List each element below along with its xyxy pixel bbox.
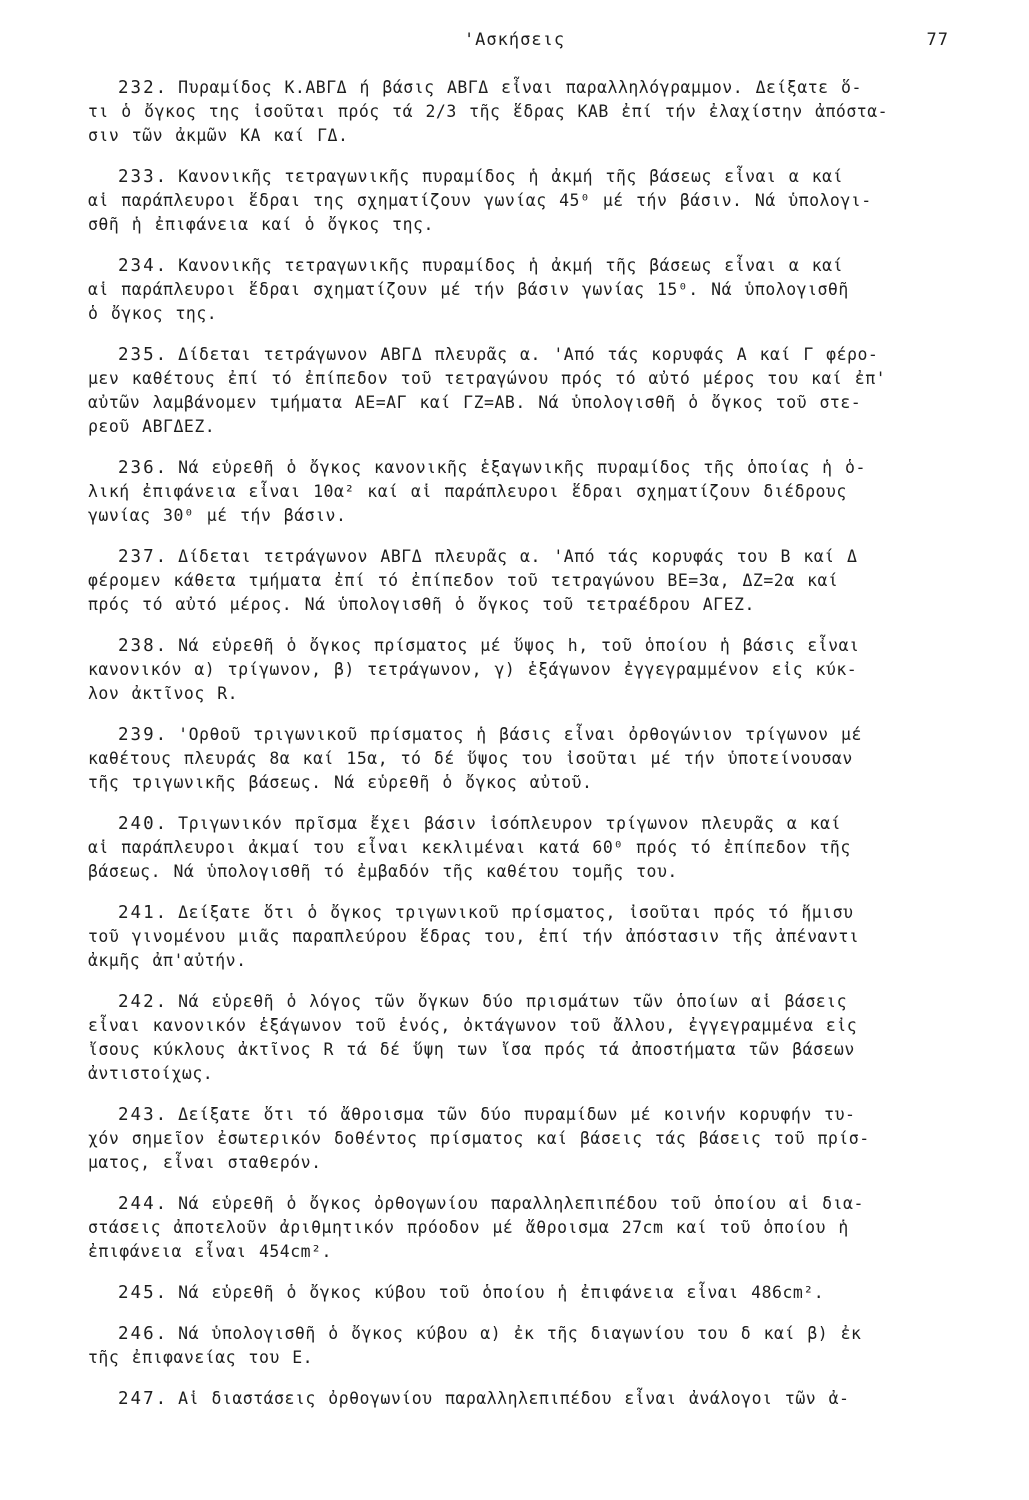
exercise-text: Νά εὑρεθῆ ὁ λόγος τῶν ὄγκων δύο πρισμάτων τῶν ὁποίων αἱ βάσεις [178,992,848,1011]
exercise-text: αὐτῶν λαμβάνομεν τμήματα ΑΕ=ΑΓ καί ΓΖ=ΑΒ. Νά ὑπολογισθῆ ὁ ὄγκος τοῦ στε- [88,393,862,412]
exercise-number: 235. [118,345,169,365]
exercise-number: 238. [118,636,169,656]
exercise-text: ἴσους κύκλους ἀκτῖνος R τά δέ ὕψη των ἴσα πρός τά ἀποστήματα τῶν βάσεων [88,1040,855,1059]
exercise-237 [88,545,954,617]
exercise-line [88,1062,954,1086]
exercise-243 [88,1103,954,1175]
exercise-number: 241. [118,903,169,923]
exercise-text: Νά εὑρεθῆ ὁ ὄγκος ὀρθογωνίου παραλληλεπιπέδου τοῦ ὁποίου αἱ δια- [178,1194,864,1213]
exercise-text: τῆς τριγωνικῆς βάσεως. Νά εὑρεθῆ ὁ ὄγκος αὐτοῦ. [88,773,593,792]
exercise-text: Δείξατε ὅτι τό ἄθροισμα τῶν δύο πυραμίδων μέ κοινήν κορυφήν τυ- [178,1105,856,1124]
exercise-line [88,1038,954,1062]
exercise-number: 232. [118,78,169,98]
exercise-first-line [118,254,954,278]
exercise-text: τῆς ἐπιφανείας του Ε. [88,1348,314,1367]
exercise-line [88,189,954,213]
exercise-line [88,1151,954,1175]
page-number: 77 [926,30,949,50]
exercise-text: λική ἐπιφάνεια εἶναι 10α² καί αἱ παράπλευροι ἕδραι σχηματίζουν διέδρους [88,482,847,501]
exercise-232 [88,76,954,148]
exercise-number: 244. [118,1194,169,1214]
exercise-text: αἱ παράπλευροι ἀκμαί του εἶναι κεκλιμέναι κατά 60⁰ πρός τό ἐπίπεδον τῆς [88,838,851,857]
exercise-line [88,504,954,528]
exercise-line [88,1216,954,1240]
exercise-text: αἱ παράπλευροι ἕδραι της σχηματίζουν γωνίας 45⁰ μέ τήν βάσιν. Νά ὑπολογι- [88,191,872,210]
exercise-number: 242. [118,992,169,1012]
exercise-text: τοῦ γινομένου μιᾶς παραπλεύρου ἕδρας του, ἐπί τήν ἀπόστασιν τῆς ἀπέναντι [88,927,860,946]
exercise-text: 'Ορθοῦ τριγωνικοῦ πρίσματος ἡ βάσις εἶναι ὀρθογώνιον τρίγωνον μέ [178,725,862,744]
exercise-text: φέρομεν κάθετα τμήματα ἐπί τό ἐπίπεδον τοῦ τετραγώνου ΒΕ=3α, ΔΖ=2α καί [88,571,839,590]
exercise-text: μεν καθέτους ἐπί τό ἐπίπεδον τοῦ τετραγώνου πρός τό αὐτό μέρος του καί ἐπ' [88,369,887,388]
exercise-text: αἱ παράπλευροι ἕδραι σχηματίζουν μέ τήν βάσιν γωνίας 15⁰. Νά ὑπολογισθῆ [88,280,849,299]
exercise-240 [88,812,954,884]
exercise-text: εἶναι κανονικόν ἑξάγωνον τοῦ ἑνός, ὀκτάγωνον τοῦ ἄλλου, ἐγγεγραμμένα εἰς [88,1016,858,1035]
running-header [0,30,1029,56]
exercise-line [88,1127,954,1151]
exercise-number: 240. [118,814,169,834]
exercise-238 [88,634,954,706]
exercise-line [88,860,954,884]
exercise-line [88,124,954,148]
exercise-text: Νά εὑρεθῆ ὁ ὄγκος κύβου τοῦ ὁποίου ἡ ἐπιφάνεια εἶναι 486cm². [178,1283,825,1302]
exercise-first-line [118,1281,954,1305]
exercise-text: ὁ ὄγκος της. [88,304,218,323]
exercise-line [88,836,954,860]
exercise-233 [88,165,954,237]
exercise-line [88,658,954,682]
exercise-text: Αἱ διαστάσεις ὀρθογωνίου παραλληλεπιπέδου εἶναι ἀνάλογοι τῶν ἀ- [178,1389,850,1408]
exercise-line [88,480,954,504]
chapter-title: 'Ασκήσεις [463,30,566,50]
exercise-number: 233. [118,167,169,187]
exercise-line [88,1346,954,1370]
exercise-line [88,1240,954,1264]
exercise-244 [88,1192,954,1264]
exercise-number: 236. [118,458,169,478]
exercise-text: καθέτους πλευράς 8α καί 15α, τό δέ ὕψος του ἰσοῦται μέ τήν ὑποτείνουσαν [88,749,853,768]
exercise-number: 234. [118,256,169,276]
exercise-text: Δείξατε ὅτι ὁ ὄγκος τριγωνικοῦ πρίσματος, ἰσοῦται πρός τό ἥμισυ [178,903,854,922]
exercise-line [88,302,954,326]
exercise-number: 237. [118,547,169,567]
exercise-239 [88,723,954,795]
exercise-text: ἐπιφάνεια εἶναι 454cm². [88,1242,332,1261]
exercise-text: στάσεις ἀποτελοῦν ἀριθμητικόν πρόοδον μέ ἄθροισμα 27cm καί τοῦ ὁποίου ἡ [88,1218,849,1237]
exercise-list [88,76,954,1428]
exercise-first-line [118,634,954,658]
exercise-first-line [118,1103,954,1127]
exercise-text: λον ἀκτῖνος R. [88,684,239,703]
exercise-first-line [118,990,954,1014]
exercise-text: σθῆ ἡ ἐπιφάνεια καί ὁ ὄγκος της. [88,215,434,234]
exercise-text: χόν σημεῖον ἐσωτερικόν δοθέντος πρίσματος καί βάσεις τάς βάσεις τοῦ πρίσ- [88,1129,870,1148]
exercise-first-line [118,456,954,480]
exercise-first-line [118,76,954,100]
exercise-first-line [118,812,954,836]
exercise-235 [88,343,954,439]
exercise-text: Κανονικῆς τετραγωνικῆς πυραμίδος ἡ ἀκμή τῆς βάσεως εἶναι α καί [178,167,844,186]
exercise-line [88,1014,954,1038]
exercise-text: Δίδεται τετράγωνον ΑΒΓΔ πλευρᾶς α. 'Από τάς κορυφάς Α καί Γ φέρο- [178,345,879,364]
exercise-first-line [118,545,954,569]
exercise-line [88,593,954,617]
exercise-text: βάσεως. Νά ὑπολογισθῆ τό ἐμβαδόν τῆς καθέτου τομῆς του. [88,862,678,881]
exercise-text: Δίδεται τετράγωνον ΑΒΓΔ πλευρᾶς α. 'Από τάς κορυφάς του Β καί Δ [178,547,858,566]
exercise-line [88,415,954,439]
exercise-text: τι ὁ ὄγκος της ἰσοῦται πρός τά 2/3 τῆς ἕδρας ΚΑΒ ἐπί τήν ἐλαχίστην ἀπόστα- [88,102,889,121]
exercise-text: Νά εὑρεθῆ ὁ ὄγκος πρίσματος μέ ὕψος h, τοῦ ὁποίου ἡ βάσις εἶναι [178,636,860,655]
exercise-text: Πυραμίδος Κ.ΑΒΓΔ ή βάσις ΑΒΓΔ εἶναι παραλληλόγραμμον. Δείξατε ὅ- [178,78,862,97]
exercise-first-line [118,1322,954,1346]
exercise-text: σιν τῶν ἀκμῶν ΚΑ καί ΓΔ. [88,126,349,145]
exercise-first-line [118,343,954,367]
exercise-line [88,925,954,949]
exercise-text: ἀντιστοίχως. [88,1064,214,1083]
exercise-234 [88,254,954,326]
exercise-line [88,391,954,415]
exercise-number: 243. [118,1105,169,1125]
exercise-247 [118,1387,954,1411]
exercise-first-line [118,1192,954,1216]
exercise-line [88,367,954,391]
exercise-text: ἀκμῆς ἀπ'αὐτήν. [88,951,247,970]
exercise-first-line [118,901,954,925]
exercise-number: 246. [118,1324,169,1344]
exercise-first-line [118,723,954,747]
exercise-246 [88,1322,954,1370]
exercise-text: κανονικόν α) τρίγωνον, β) τετράγωνον, γ) ἑξάγωνον ἐγγεγραμμένον εἰς κύκ- [88,660,858,679]
exercise-line [88,569,954,593]
exercise-236 [88,456,954,528]
exercise-242 [88,990,954,1086]
exercise-line [88,771,954,795]
exercise-line [88,747,954,771]
exercise-text: Νά ὑπολογισθῆ ὁ ὄγκος κύβου α) ἐκ τῆς διαγωνίου του δ καί β) ἐκ [178,1324,862,1343]
exercise-text: πρός τό αὐτό μέρος. Νά ὑπολογισθῆ ὁ ὄγκος τοῦ τετραέδρου ΑΓΕΖ. [88,595,755,614]
exercise-text: Κανονικῆς τετραγωνικῆς πυραμίδος ἡ ἀκμή τῆς βάσεως εἶναι α καί [178,256,844,275]
exercise-text: γωνίας 30⁰ μέ τήν βάσιν. [88,506,347,525]
exercise-text: ματος, εἶναι σταθερόν. [88,1153,322,1172]
exercise-number: 245. [118,1283,169,1303]
exercise-241 [88,901,954,973]
exercise-line [88,278,954,302]
exercise-number: 247. [118,1389,169,1409]
exercise-number: 239. [118,725,169,745]
exercise-text: Τριγωνικόν πρῖσμα ἔχει βάσιν ἰσόπλευρον τρίγωνον πλευρᾶς α καί [178,814,842,833]
exercise-line [88,949,954,973]
exercise-first-line [118,165,954,189]
exercise-line [88,100,954,124]
exercise-245 [118,1281,954,1305]
exercise-text: Νά εὑρεθῆ ὁ ὄγκος κανονικῆς ἑξαγωνικῆς πυραμίδος τῆς ὁποίας ἡ ὁ- [178,458,866,477]
exercise-line [88,213,954,237]
exercise-line [88,682,954,706]
exercise-first-line [118,1387,954,1411]
exercise-text: ρεοῦ ΑΒΓΔΕΖ. [88,417,216,436]
